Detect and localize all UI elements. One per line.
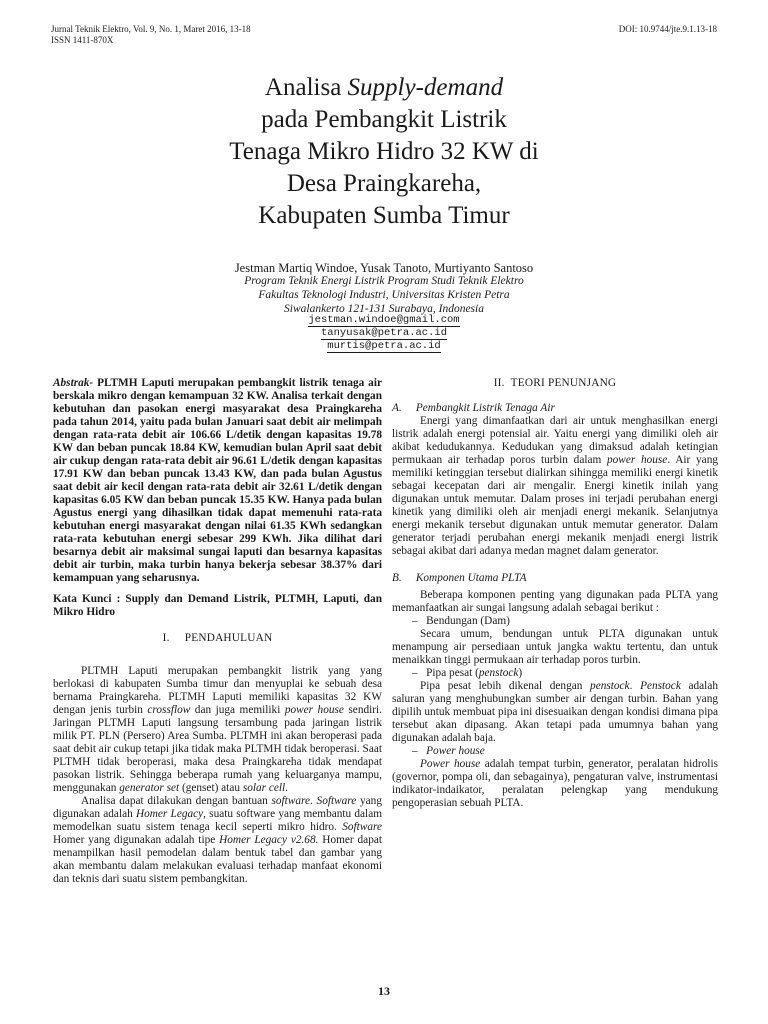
email-list — [0, 314, 768, 353]
title-line: Desa Praingkareha, — [286, 170, 482, 197]
paragraph: PLTMH Laputi merupakan pembangkit listrik yang yang berlokasi di kabupaten Sumba timur dan menyuplai ke sebuah desa bernama Praingkareha. PLTMH Laputi memiliki kapasitas 32 KW dengan jenis turbin crossflow dan juga memiliki power house sendiri. Jaringan PLTMH Laputi langsung tersambung pada jaringan listrik milik PT. PLN (Persero) Area Sumba. PLTMH ini akan beroperasi pada saat debit air cukup tetapi jika tidak maka PLTMH tidak beroperasi. Saat PLTMH tidak beroperasi, maka desa Praingkareha tidak mendapat pasokan listrik. Sehingga beberapa rumah yang keluarganya mampu, menggunakan generator set (genset) atau solar cell. — [53, 665, 382, 794]
subsection-heading: B. Komponen Utama PLTA — [392, 572, 527, 584]
paragraph: Secara umum, bendungan untuk PLTA digunakan untuk menampung air persediaan untuk jangka waktu tertentu, dan untuk menaikkan tinggi permukaan air terhadap poros turbin. — [392, 628, 718, 666]
paragraph: Power house adalah tempat turbin, generator, peralatan hidrolis (governor, pompa oli, dan sebagainya), pengaturan valve, instrumentasi indikator-indaikator, peralatan pelengkap yang mendukung pengoperasian sebuah PLTA. — [392, 758, 718, 809]
journal-citation: Jurnal Teknik Elektro, Vol. 9, No. 1, Maret 2016, 13-18 — [51, 24, 251, 34]
email-link[interactable]: murtis@petra.ac.id — [327, 340, 441, 352]
abstract-text: PLTMH Laputi merupakan pembangkit listrik tenaga air berskala mikro dengan kemampuan 32 KW. Analisa terkait dengan kebutuhan dan pasokan energi masyarakat desa Praingkareha pada tahun 2014, yaitu pada bulan Januari saat debit air melimpah dengan rata-rata debit air 106.66 L/detik dengan kapasitas 19.78 KW dan beban puncak 18.84 KW, kemudian bulan April saat debit air cukup dengan rata-rata debit air 96.61 L/detik dengan kapasitas 17.91 KW dan beban puncak 13.43 KW, dan pada bulan Agustus saat debit air kecil dengan rata-rata debit air 32.61 L/detik dengan kapasitas 6.05 KW dan beban puncak 15.35 KW. Hanya pada bulan Agustus energi yang dihasilkan tidak dapat memenuhi rata-rata kebutuhan energi masyarakat dengan nilai 61.35 KWh sedangkan rata-rata kebutuhan energi sebesar 299 KWh. Jika dilihat dari besarnya debit air maksimal sungai laputi dan besarnya kapasitas debit air turbin, maka turbin hanya bekerja sebesar 38.37% dari kemampuan yang seharusnya. — [53, 377, 382, 584]
affiliation-line: Siwalankerto 121-131 Surabaya, Indonesia — [284, 303, 484, 315]
paragraph: Analisa dapat dilakukan dengan bantuan software. Software yang digunakan adalah Homer Legacy, suatu software yang membantu dalam memodelkan suatu sistem tenaga kecil seperti mikro hidro. Software Homer yang digunakan adalah tipe Homer Legacy v2.68. Homer dapat menampilkan hasil pemodelan dalam bentuk tabel dan gambar yang akan membantu dalam melakukan evaluasi terhadap manfaat ekonomi dan teknis dari suatu sistem pembangkitan. — [53, 795, 382, 885]
affiliation-line: Fakultas Teknologi Industri, Universitas Kristen Petra — [258, 289, 510, 301]
affiliation — [0, 274, 768, 316]
list-item: – Pipa pesat (penstock) — [412, 667, 523, 679]
author-list: Jestman Martiq Windoe, Yusak Tanoto, Murtiyanto Santoso — [234, 261, 534, 275]
subsection-heading: A. Pembangkit Listrik Tenaga Air — [392, 402, 555, 414]
paragraph: Beberapa komponen penting yang digunakan pada PLTA yang memanfaatkan air sungai langsung adalah sebagai berikut : — [392, 589, 718, 614]
title-italic-text: Supply-demand — [347, 74, 504, 101]
paragraph: Pipa pesat lebih dikenal dengan penstock. Penstock adalah saluran yang menghubungkan sumber air dengan turbin. Bahan yang dipilih untuk membuat pipa ini disesuaikan dengan kondisi dimana pipa tersebut akan dipasang. Akan tetapi pada umumnya bahan yang digunakan adalah baja. — [392, 680, 718, 744]
page-number: 13 — [378, 984, 390, 998]
title-line: pada Pembangkit Listrik — [261, 106, 507, 133]
section-heading: I. PENDAHULUAN — [162, 632, 273, 644]
email-link[interactable]: tanyusak@petra.ac.id — [320, 327, 448, 339]
running-header-left — [51, 24, 251, 46]
email-link[interactable]: jestman.windoe@gmail.com — [308, 314, 460, 326]
left-column — [53, 377, 382, 886]
abstract-label: Abstrak- — [53, 377, 94, 389]
list-item: – Bendungan (Dam) — [412, 615, 510, 627]
paper-title — [0, 72, 768, 232]
keywords: Kata Kunci : Supply dan Demand Listrik, PLTMH, Laputi, dan Mikro Hidro — [53, 593, 382, 618]
title-text: Analisa — [264, 74, 348, 101]
paragraph: Energi yang dimanfaatkan dari air untuk menghasilkan energi listrik adalah energi potensial air. Yaitu energi yang dimiliki oleh air akibat kedudukannya. Kedudukan yang dimaksud adalah ketingian permukaan air terhadap poros turbin dalam power house. Air yang memiliki ketinggian tersebut dialirkan sihingga memiliki energi kinetik sebagai kecepatan dari air mengalir. Energi kinetik inilah yang digunakan untuk memutar. Dalam proses ini terjadi perubahan energi kinetik yang dimiliki oleh air menjadi energi mekanik. Selanjutnya energi mekanik tersebut digunakan untuk memutar generator. Dalam generator terjadi perubahan energi mekanik menjadi energi listrik sebagai akibat dari adanya medan magnet dalam generator. — [392, 415, 718, 557]
section-heading: II. TEORI PENUNJANG — [493, 377, 617, 389]
right-column — [392, 377, 718, 810]
title-line: Tenaga Mikro Hidro 32 KW di — [229, 138, 539, 165]
doi: DOI: 10.9744/jte.9.1.13-18 — [618, 24, 717, 34]
abstract — [53, 377, 382, 585]
issn: ISSN 1411-870X — [51, 35, 114, 45]
list-item: – Power house — [412, 745, 485, 757]
affiliation-line: Program Teknik Energi Listrik Program Studi Teknik Elektro — [244, 275, 524, 287]
title-line: Kabupaten Sumba Timur — [258, 202, 510, 229]
